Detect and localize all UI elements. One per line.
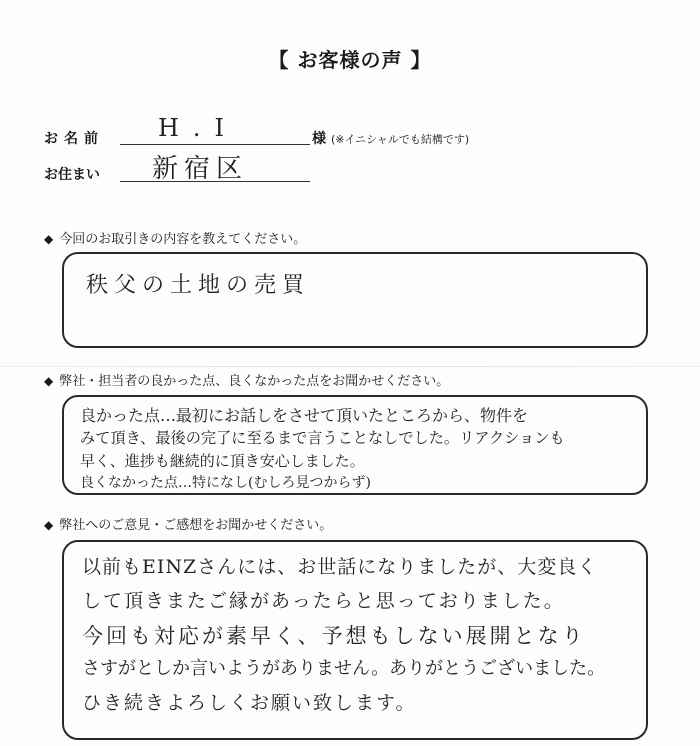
- answer-2-line-4: 良くなかった点…特になし(むしろ見つからず): [80, 475, 371, 491]
- question-2-text: 弊社・担当者の良かった点、良くなかった点をお聞かせください。: [59, 374, 450, 389]
- address-value: 新宿区: [152, 154, 249, 184]
- title-open-bracket: 【: [268, 48, 290, 72]
- name-label: お名前: [44, 131, 104, 147]
- answer-box-1: [62, 252, 648, 348]
- question-3-text: 弊社へのご意見・ご感想をお聞かせください。: [59, 518, 333, 533]
- question-1: [44, 228, 306, 247]
- name-value: H.I: [158, 114, 239, 142]
- answer-2-line-2: みて頂き、最後の完了に至るまで言うことなしでした。リアクションも: [80, 429, 565, 447]
- question-2: [44, 370, 449, 389]
- answer-box-2: [62, 395, 648, 495]
- page-title: [0, 44, 700, 73]
- title-text: お客様の声: [297, 48, 403, 72]
- answer-2-line-3: 早く、進捗も継続的に頂き安心しました。: [80, 452, 365, 470]
- question-1-text: 今回のお取引きの内容を教えてください。: [59, 232, 307, 247]
- scan-fold-line: [0, 366, 700, 367]
- diamond-icon: ◆: [44, 374, 54, 388]
- answer-box-3: [62, 540, 648, 740]
- answer-3-line-3: 今回も対応が素早く、予想もしない展開となり: [82, 624, 586, 648]
- answer-1-line-1: 秩父の土地の売買: [86, 273, 311, 298]
- address-label: お住まい: [44, 167, 100, 183]
- diamond-icon: ◆: [44, 232, 54, 246]
- answer-2-line-1: 良かった点…最初にお話しをさせて頂いたところから、物件を: [80, 406, 529, 425]
- question-3: [44, 514, 332, 533]
- answer-3-line-1: 以前もEINZさんには、お世話になりましたが、大変良く: [82, 556, 598, 578]
- answer-3-line-4: さすがとしか言いようがありません。ありがとうございました。: [82, 658, 606, 679]
- title-close-bracket: 】: [410, 48, 432, 72]
- answer-3-line-2: して頂きまたご縁があったらと思っておりました。: [82, 590, 565, 612]
- answer-3-line-5: ひき続きよろしくお願い致します。: [82, 692, 417, 714]
- diamond-icon: ◆: [44, 518, 54, 532]
- name-note: (※イニシャルでも結構です): [331, 133, 470, 146]
- name-suffix: 様: [312, 131, 326, 147]
